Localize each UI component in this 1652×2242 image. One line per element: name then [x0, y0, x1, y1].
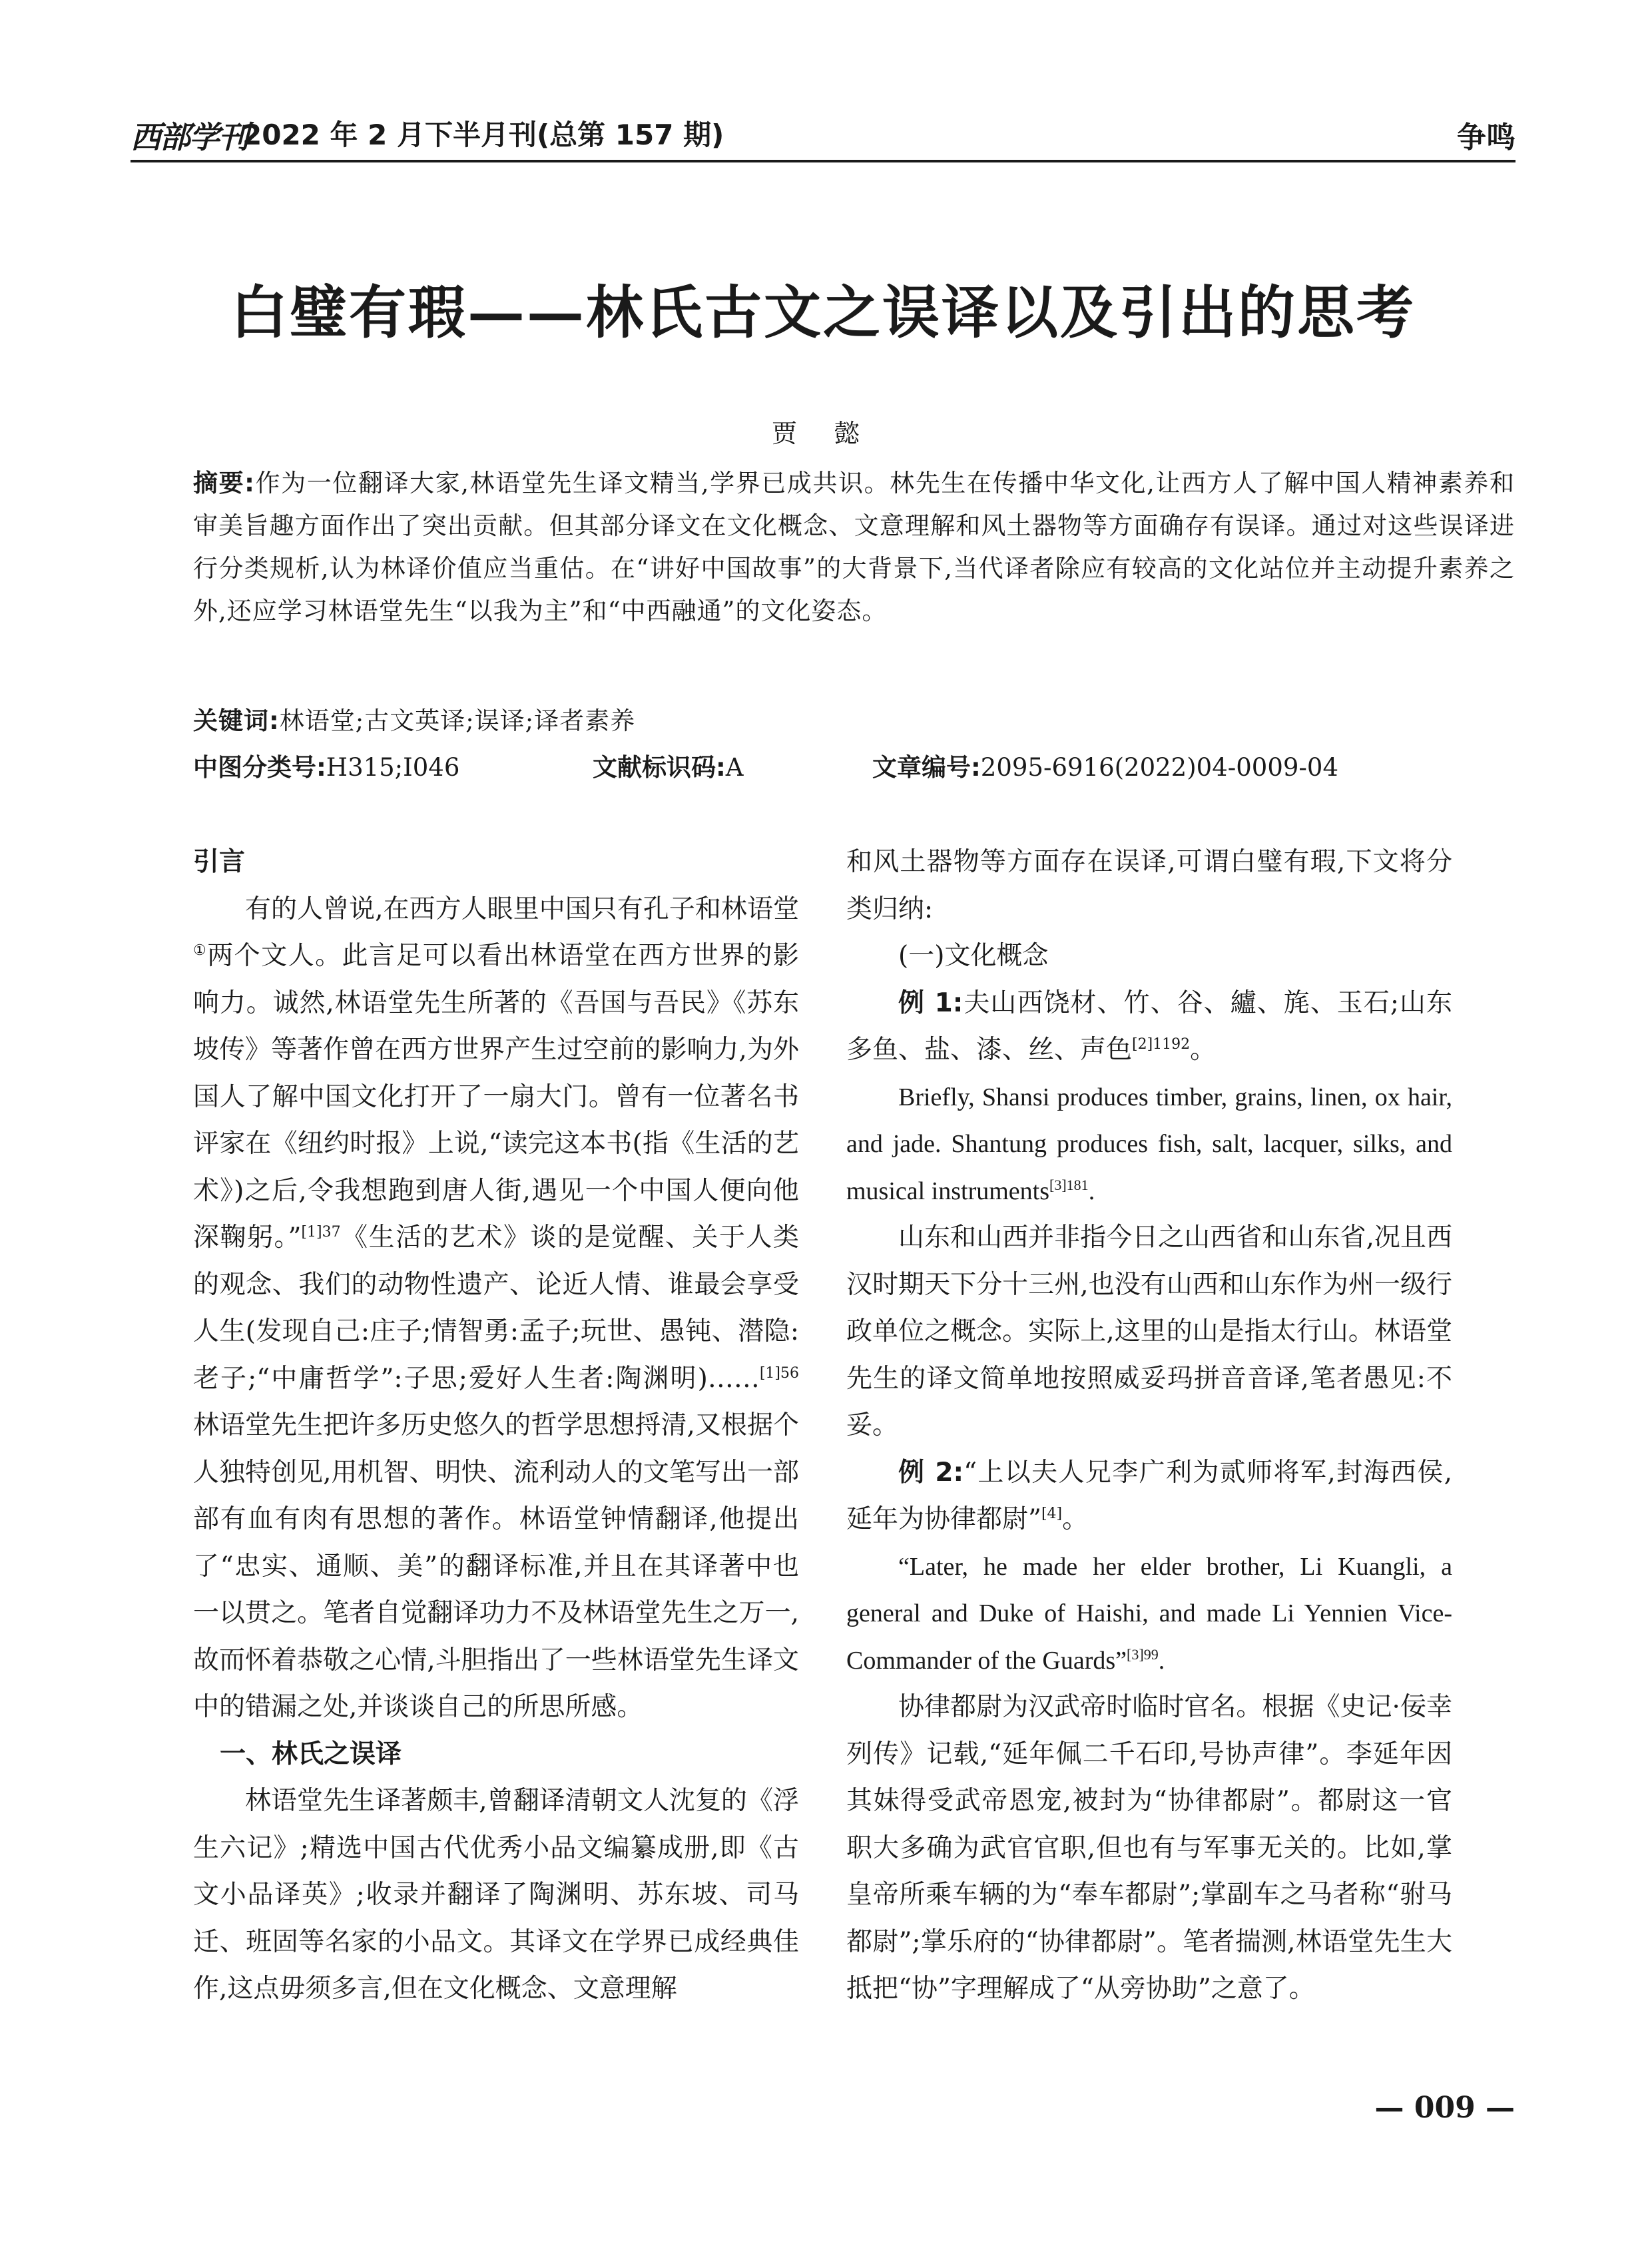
art-value: 2095-6916(2022)04-0009-04	[980, 753, 1338, 782]
clc-code	[193, 753, 459, 782]
section-paragraph: 林语堂先生译著颇丰,曾翻译清朝文人沈复的《浮生六记》;精选中国古代优秀小品文编纂成册,即《古文小品译英》;收录并翻译了陶渊明、苏东坡、司马迁、班固等名家的小品文。其译文在学界已成经典佳作,这点毋须多言,但在文化概念、文意理解	[193, 1786, 799, 2004]
translation-text: Briefly, Shansi produces timber, grains, linen, ox hair, and jade. Shantung produces fish, salt, lacquer, silks, and musical instruments	[846, 1083, 1452, 1205]
intro-text-b: 两个文人。此言足可以看出林语堂在西方世界的影响力。诚然,林语堂先生所著的《吾国与吾民》《苏东坡传》等著作曾在西方世界产生过空前的影响力,为外国人了解中国文化打开了一扇大门。曾有一位著名书评家在《纽约时报》上说,“读完这本书(指《生活的艺术》)之后,令我想跑到唐人街,遇见一个中国人便向他深鞠躬。”	[193, 941, 799, 1253]
example-text: “上以夫人兄李广利为贰师将军,封海西侯,延年为协律都尉”	[846, 1457, 1453, 1534]
footnote-marker: ①	[193, 942, 208, 959]
journal-logo: 西部学刊	[131, 119, 248, 155]
article-title: 白璧有瑕——林氏古文之误译以及引出的思考	[230, 279, 1416, 346]
example-1	[846, 980, 1452, 1074]
translation-text: “Later, he made her elder brother, Li Kuangli, a general and Duke of Haishi, and made Li Yennien Vice-Commander of the Guards”	[846, 1552, 1452, 1675]
example-text: 夫山西饶材、竹、谷、纑、旄、玉石;山东多鱼、盐、漆、丝、声色	[846, 987, 1453, 1065]
citation: [3]99	[1127, 1645, 1159, 1663]
section-label: 争鸣	[1457, 121, 1515, 154]
example-end: 。	[1062, 1504, 1089, 1534]
abstract-label: 摘要:	[193, 469, 255, 497]
citation: [4]	[1041, 1506, 1063, 1522]
clc-label: 中图分类号:	[193, 753, 326, 782]
citation: [1]37	[301, 1224, 341, 1241]
page-number: — 009 —	[1374, 2091, 1515, 2125]
header-rule	[131, 160, 1515, 162]
comment-2: 协律都尉为汉武帝时临时官名。根据《史记·佞幸列传》记载,“延年佩二千石印,号协声律”。李延年因其妹得受武帝恩宠,被封为“协律都尉”。都尉这一官职大多确为武官官职,但也有与军事无关的。比如,掌皇帝所乘车辆的为“奉车都尉”;掌副车之马者称“驸马都尉”;掌乐府的“协律都尉”。笔者揣测,林语堂先生大抵把“协”字理解成了“从旁协助”之意了。	[846, 1692, 1452, 2004]
abstract-text: 作为一位翻译大家,林语堂先生译文精当,学界已成共识。林先生在传播中华文化,让西方人了解中国人精神素养和审美旨趣方面作出了突出贡献。但其部分译文在文化概念、文意理解和风土器物等方面确存有误译。通过对这些误译进行分类规析,认为林译价值应当重估。在“讲好中国故事”的大背景下,当代译者除应有较高的文化站位并主动提升素养之外,还应学习林语堂先生“以我为主”和“中西融通”的文化姿态。	[193, 469, 1515, 625]
comment-1: 山东和山西并非指今日之山西省和山东省,况且西汉时期天下分十三州,也没有山西和山东作为州一级行政单位之概念。实际上,这里的山是指太行山。林语堂先生的译文简单地按照威妥玛拼音音译,笔者愚见:不妥。	[846, 1223, 1452, 1440]
translation-end: .	[1158, 1646, 1165, 1675]
intro-text-a: 有的人曾说,在西方人眼里中国只有孔子和林语堂	[245, 894, 799, 924]
citation: [1]56	[759, 1364, 799, 1382]
translation-2	[846, 1543, 1452, 1685]
art-label: 文章编号:	[872, 753, 981, 782]
intro-paragraph	[193, 886, 799, 1731]
doc-label: 文献标识码:	[593, 753, 726, 782]
doc-code	[593, 746, 744, 789]
classification-line	[193, 746, 1515, 789]
keywords-text: 林语堂;古文英译;误译;译者素养	[279, 706, 636, 735]
section-heading: 一、林氏之误译	[220, 1739, 402, 1769]
example-end: 。	[1190, 1035, 1217, 1065]
intro-text-d: 林语堂先生把许多历史悠久的哲学思想捋清,又根据个人独特创见,用机智、明快、流利动人的文笔写出一部部有血有肉有思想的著作。林语堂钟情翻译,他提出了“忠实、通顺、美”的翻译标准,并且在其译著中也一以贯之。笔者自觉翻译功力不及林语堂先生之万一,故而怀着恭敬之心情,斗胆指出了一些林语堂先生译文中的错漏之处,并谈谈自己的所思所感。	[193, 1410, 799, 1722]
subsection-heading: (一)文化概念	[898, 941, 1049, 971]
keywords	[193, 700, 1515, 742]
abstract	[193, 462, 1515, 633]
example-label: 例 2:	[898, 1457, 964, 1488]
left-column	[193, 839, 799, 2013]
intro-text-c: 《生活的艺术》谈的是觉醒、关于人类的观念、我们的动物性遗产、论近人情、谁最会享受人生(发现自己:庄子;情智勇:孟子;玩世、愚钝、潜隐:老子;“中庸哲学”:子思;爱好人生者:陶渊明)……	[193, 1223, 799, 1394]
intro-heading: 引言	[193, 847, 246, 877]
example-2	[846, 1450, 1452, 1543]
example-label: 例 1:	[898, 987, 964, 1018]
translation-1	[846, 1074, 1452, 1215]
right-column	[846, 839, 1452, 2013]
doc-value: A	[725, 753, 744, 782]
author-name: 贾 懿	[771, 419, 875, 448]
clc-value: H315;I046	[326, 753, 460, 782]
translation-end: .	[1088, 1177, 1095, 1205]
article-number	[872, 746, 1338, 789]
issue-info: 2022 年 2 月下半月刊(总第 157 期)	[242, 119, 724, 151]
running-header	[131, 112, 1515, 158]
keywords-label: 关键词:	[193, 706, 280, 735]
continued-paragraph: 和风土器物等方面存在误译,可谓白璧有瑕,下文将分类归纳:	[846, 847, 1452, 924]
citation: [3]181	[1049, 1176, 1089, 1193]
citation: [2]1192	[1132, 1036, 1191, 1053]
